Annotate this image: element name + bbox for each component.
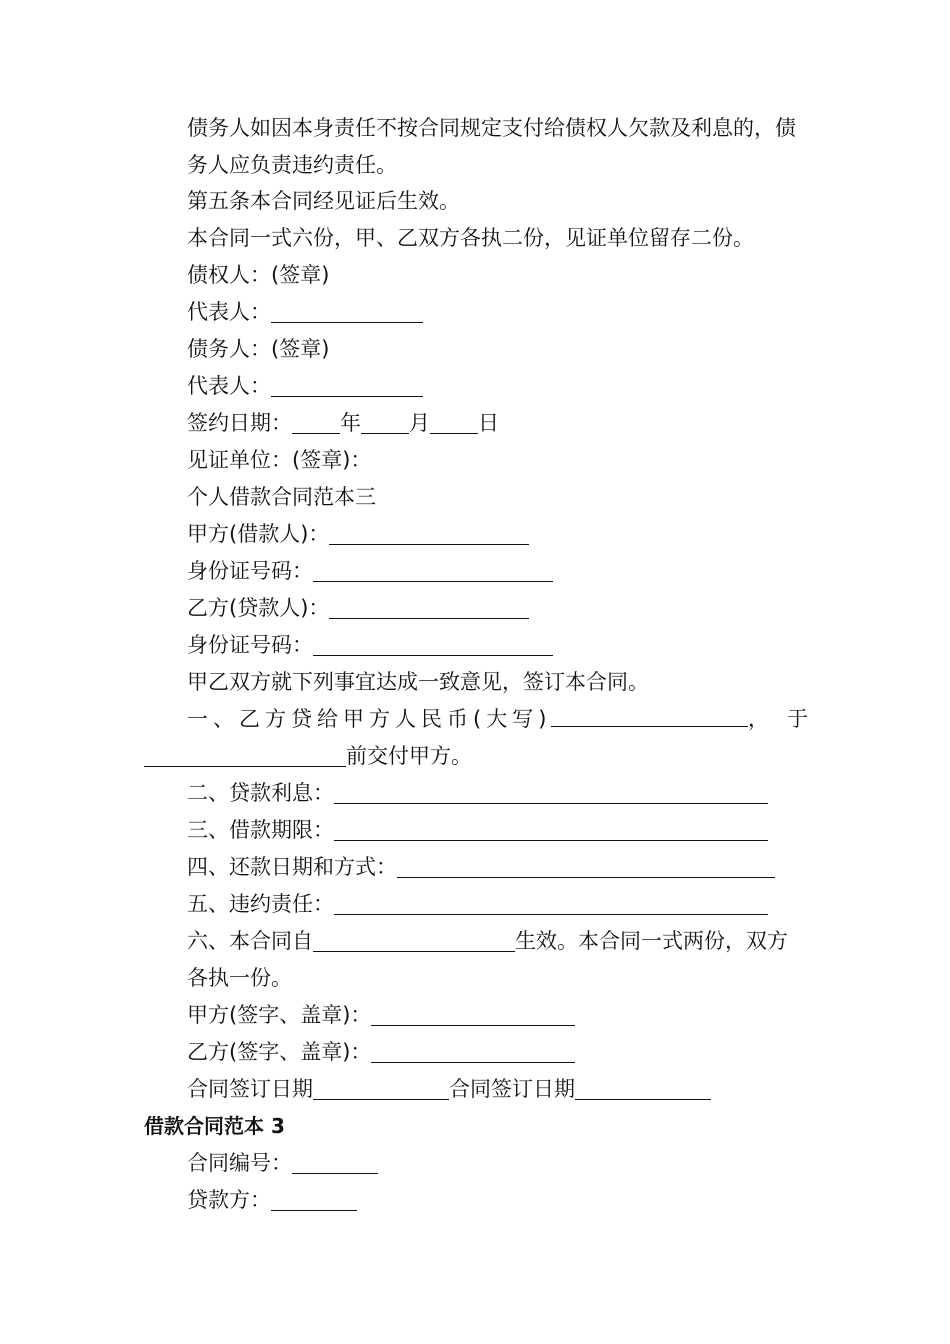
text: 四、还款日期和方式： xyxy=(187,855,397,879)
text: 生效。本合同一式两份，双方各执一份。 xyxy=(187,929,788,990)
debtor-signature-line xyxy=(144,331,808,368)
contract-dates-line xyxy=(144,1071,808,1108)
representative-line-1 xyxy=(144,294,808,331)
blank-field[interactable] xyxy=(329,519,529,545)
text: 合同编号： xyxy=(187,1151,292,1175)
text: 贷款方： xyxy=(187,1188,271,1212)
blank-field[interactable] xyxy=(292,408,340,434)
text: 个人借款合同范本三 xyxy=(187,485,376,509)
text: 月 xyxy=(409,411,430,435)
section-heading xyxy=(144,1108,808,1145)
text: 身份证号码： xyxy=(187,633,313,657)
blank-field[interactable] xyxy=(575,1074,711,1100)
text: 借款合同范本 3 xyxy=(144,1114,285,1138)
text: 代表人： xyxy=(187,300,271,324)
blank-field[interactable] xyxy=(361,408,409,434)
id-number-line-2 xyxy=(144,627,808,664)
text: 签约日期： xyxy=(187,411,292,435)
text: 二、贷款利息： xyxy=(187,781,334,805)
template-3-title xyxy=(144,479,808,516)
text: 一、乙方贷给甲方人民币(大写) xyxy=(187,707,552,731)
text: 甲方(借款人)： xyxy=(187,522,330,546)
blank-field[interactable] xyxy=(334,815,768,841)
blank-field[interactable] xyxy=(371,1000,575,1026)
blank-field[interactable] xyxy=(313,556,553,582)
clause-1-line-1 xyxy=(144,701,826,738)
text: 年 xyxy=(340,411,361,435)
party-b-line xyxy=(144,590,808,627)
text: 三、借款期限： xyxy=(187,818,334,842)
text: 债务人：(签章) xyxy=(187,337,330,361)
text: 债务人如因本身责任不按合同规定支付给债权人欠款及利息的，债务人应负责违约责任。 xyxy=(187,116,796,177)
blank-field[interactable] xyxy=(397,852,775,878)
blank-field[interactable] xyxy=(551,701,748,727)
party-a-sign-line xyxy=(144,997,808,1034)
agreement-intro xyxy=(144,664,808,701)
blank-field[interactable] xyxy=(334,889,768,915)
contract-number-line xyxy=(144,1145,808,1182)
paragraph-copies xyxy=(144,220,808,257)
clause-4 xyxy=(144,849,808,886)
text: 债权人：(签章) xyxy=(187,263,330,287)
text: 甲乙双方就下列事宜达成一致意见，签订本合同。 xyxy=(187,670,649,694)
blank-field[interactable] xyxy=(271,1185,357,1211)
text: 代表人： xyxy=(187,374,271,398)
paragraph-debtor-liability xyxy=(144,110,808,184)
blank-field[interactable] xyxy=(271,297,423,323)
text: 甲方(签字、盖章)： xyxy=(187,1003,372,1027)
party-a-line xyxy=(144,516,808,553)
blank-field[interactable] xyxy=(271,371,423,397)
blank-field[interactable] xyxy=(292,1148,378,1174)
text: 见证单位：(签章)： xyxy=(187,448,372,472)
clause-5 xyxy=(144,886,808,923)
signing-date-line xyxy=(144,405,808,442)
clause-2 xyxy=(144,775,808,812)
id-number-line-1 xyxy=(144,553,808,590)
text: 本合同一式六份，甲、乙双方各执二份，见证单位留存二份。 xyxy=(187,226,754,250)
paragraph-article-5 xyxy=(144,183,808,220)
clause-1-line-2 xyxy=(144,738,808,775)
party-b-sign-line xyxy=(144,1034,808,1071)
lender-line xyxy=(144,1182,808,1219)
text: 合同签订日期 xyxy=(187,1077,313,1101)
clause-6 xyxy=(144,923,808,997)
text: 身份证号码： xyxy=(187,559,313,583)
blank-field[interactable] xyxy=(144,741,346,767)
text: 乙方(贷款人)： xyxy=(187,596,330,620)
blank-field[interactable] xyxy=(313,1074,449,1100)
text: 乙方(签字、盖章)： xyxy=(187,1040,372,1064)
blank-field[interactable] xyxy=(313,926,515,952)
blank-field[interactable] xyxy=(334,778,768,804)
text: ，于 xyxy=(748,707,826,731)
text: 前交付甲方。 xyxy=(346,744,472,768)
blank-field[interactable] xyxy=(430,408,478,434)
blank-field[interactable] xyxy=(371,1037,575,1063)
blank-field[interactable] xyxy=(329,593,529,619)
blank-field[interactable] xyxy=(313,630,553,656)
clause-3 xyxy=(144,812,808,849)
witness-line xyxy=(144,442,808,479)
text: 五、违约责任： xyxy=(187,892,334,916)
representative-line-2 xyxy=(144,368,808,405)
text: 日 xyxy=(478,411,499,435)
creditor-signature-line xyxy=(144,257,808,294)
text: 第五条本合同经见证后生效。 xyxy=(187,189,460,213)
text: 六、本合同自 xyxy=(187,929,313,953)
text: 合同签订日期 xyxy=(449,1077,575,1101)
